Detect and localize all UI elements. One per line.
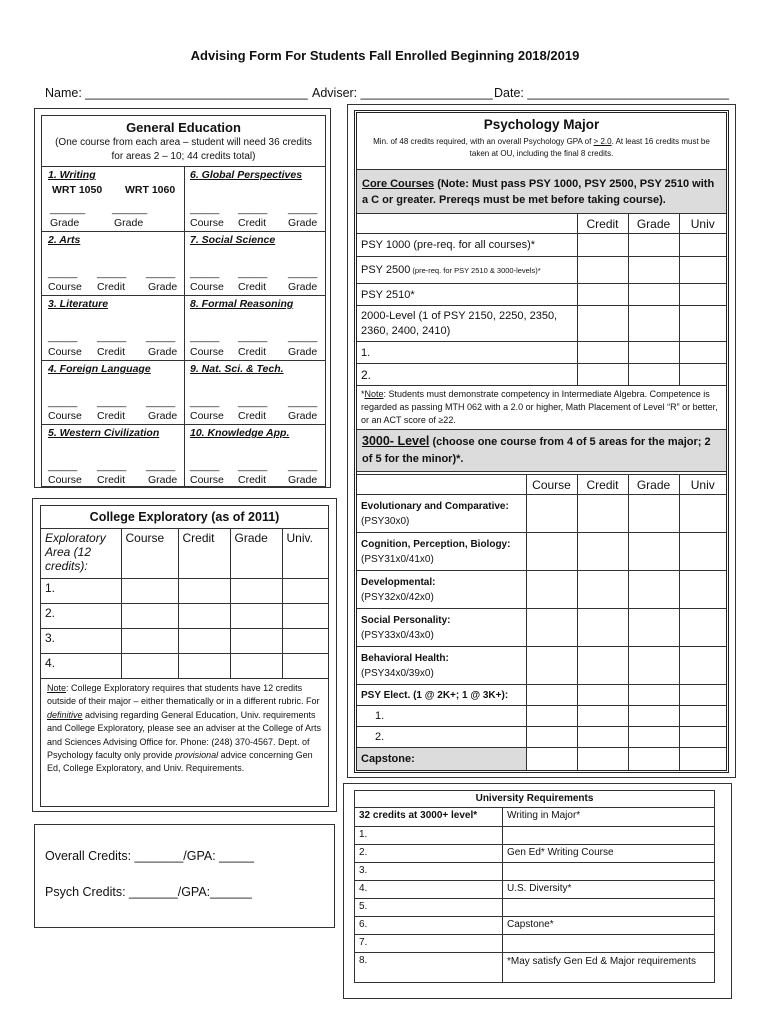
grade-label: Grade	[148, 281, 178, 293]
grade-cell[interactable]	[628, 306, 679, 342]
credit-label: Credit	[238, 217, 267, 229]
divider	[42, 295, 325, 296]
psych-major-box	[354, 110, 729, 773]
date-field[interactable]: Date: _____________________________	[494, 86, 729, 100]
credit-cell[interactable]	[577, 727, 628, 748]
psy-2500-row	[357, 257, 577, 284]
credit-cell[interactable]	[577, 609, 628, 647]
univ-cell[interactable]	[679, 748, 726, 770]
credit-cell[interactable]	[577, 234, 628, 257]
credit-blank[interactable]: _____	[97, 460, 127, 472]
credit-cell[interactable]	[178, 629, 230, 654]
grade-label: Grade	[288, 281, 318, 293]
psych-major-title: Psychology Major	[483, 117, 600, 132]
credit-label: Credit	[238, 410, 267, 422]
grade-label: Grade	[114, 217, 144, 229]
table-row	[355, 935, 715, 953]
exploratory-area-label: Exploratory Area (12 credits):	[41, 529, 121, 579]
univ-cell[interactable]	[679, 364, 726, 386]
row-number: 4.	[41, 654, 121, 679]
grade-cell[interactable]	[628, 234, 679, 257]
overall-credits-field[interactable]: Overall Credits: _______/GPA: _____	[45, 849, 254, 863]
univ-req-right-head: Writing in Major*	[503, 808, 715, 827]
area-foreign-language-label: 4. Foreign Language	[48, 363, 151, 375]
grade-blank[interactable]: _____	[288, 460, 318, 472]
credit-cell[interactable]	[577, 647, 628, 685]
area-code: (PSY33x0/43x0)	[361, 629, 434, 641]
level-3000-note: (choose one course from 4 of 5 areas for the major; 2 of 5 for the minor)*.	[362, 436, 711, 465]
course-cell[interactable]	[526, 727, 577, 748]
table-row	[355, 953, 715, 983]
univ-cell[interactable]	[679, 306, 726, 342]
course-cell[interactable]	[526, 571, 577, 609]
psych-major-outer	[347, 104, 736, 778]
table-row	[41, 604, 328, 629]
credit-cell[interactable]	[577, 495, 628, 533]
area-evolutionary	[357, 495, 526, 533]
area-social-science-label: 7. Social Science	[190, 234, 276, 246]
credit-blank[interactable]: _____	[97, 267, 127, 279]
credits-gpa-box	[34, 824, 335, 928]
table-row	[355, 827, 715, 845]
grade-blank[interactable]: ______	[50, 203, 86, 215]
requirement-cell[interactable]	[503, 899, 715, 917]
univ-cell[interactable]	[679, 234, 726, 257]
credit-blank[interactable]: _____	[238, 460, 268, 472]
col-univ: Univ	[679, 214, 726, 234]
univ-req-title: University Requirements	[355, 791, 715, 808]
univ-cell[interactable]	[282, 629, 328, 654]
course-label: Course	[190, 217, 224, 229]
divider	[42, 231, 325, 232]
grade-blank[interactable]: _____	[288, 267, 318, 279]
course-label: Course	[190, 474, 224, 486]
divider	[42, 424, 325, 425]
course-cell[interactable]	[121, 654, 178, 679]
course-cell[interactable]	[526, 495, 577, 533]
univ-req-outer	[343, 783, 732, 999]
area-global-perspectives-label: 6. Global Perspectives	[190, 169, 303, 181]
table-row	[357, 495, 726, 533]
2000-level-row: 2000-Level (1 of PSY 2150, 2250, 2350, 2360, 2400, 2410)	[357, 306, 577, 342]
grade-cell[interactable]	[628, 706, 679, 727]
credit-cell[interactable]	[178, 604, 230, 629]
course-cell[interactable]	[121, 629, 178, 654]
univ-cell[interactable]	[679, 609, 726, 647]
row-number: 3.	[41, 629, 121, 654]
requirement-cell[interactable]	[503, 935, 715, 953]
area-behavioral-health	[357, 647, 526, 685]
grade-cell[interactable]	[628, 727, 679, 748]
table-row	[357, 647, 726, 685]
area-name: Cognition, Perception, Biology:	[361, 538, 511, 550]
course-cell[interactable]	[526, 748, 577, 770]
divider	[184, 166, 185, 488]
core-blank-header	[357, 214, 577, 234]
psy-2510-row: PSY 2510*	[357, 284, 577, 306]
college-exploratory-note	[41, 679, 328, 779]
credit-cell[interactable]	[577, 257, 628, 284]
level-3000-table	[357, 474, 726, 770]
course-blank[interactable]: _____	[48, 267, 78, 279]
credit-cell[interactable]	[178, 579, 230, 604]
table-row	[355, 845, 715, 863]
requirement-cell[interactable]	[503, 863, 715, 881]
area-name: Behavioral Health:	[361, 652, 449, 664]
grade-blank[interactable]: _____	[288, 203, 318, 215]
gen-ed-box	[41, 115, 326, 487]
grade-cell[interactable]	[230, 629, 282, 654]
grade-blank[interactable]: _____	[146, 331, 176, 343]
table-row	[357, 257, 726, 284]
psy-2500-note: (pre-req. for PSY 2510 & 3000-levels)*	[410, 266, 541, 275]
note-text: : College Exploratory requires that students have 12 credits outside of their major – either thematically or in a different rubric. For	[47, 683, 320, 707]
univ-cell[interactable]	[679, 706, 726, 727]
gen-ed-subtitle-2: for areas 2 – 10; 44 credits total)	[111, 151, 256, 162]
requirement-cell[interactable]	[503, 827, 715, 845]
area-code: (PSY34x0/39x0)	[361, 667, 434, 679]
credit-label: Credit	[97, 346, 126, 358]
table-row	[357, 342, 726, 364]
course-label: Course	[48, 410, 82, 422]
course-blank[interactable]: _____	[48, 460, 78, 472]
col-univ: Univ	[679, 475, 726, 495]
table-row	[357, 706, 726, 727]
univ-cell[interactable]	[679, 685, 726, 706]
wrt-1050: WRT 1050	[52, 184, 103, 196]
form-title: Advising Form For Students Fall Enrolled Beginning 2018/2019	[190, 48, 580, 63]
col-univ: Univ.	[282, 529, 328, 579]
grade-blank[interactable]: _____	[146, 460, 176, 472]
table-row	[357, 609, 726, 647]
credit-cell[interactable]	[577, 306, 628, 342]
area-code: (PSY32x0/42x0)	[361, 591, 434, 603]
col-grade: Grade	[628, 214, 679, 234]
wrt-1060: WRT 1060	[125, 184, 176, 196]
univ-cell[interactable]	[679, 284, 726, 306]
course-label: Course	[48, 346, 82, 358]
course-blank[interactable]: _____	[190, 203, 220, 215]
gen-ed-outer-box	[34, 108, 331, 488]
course-cell[interactable]	[526, 533, 577, 571]
note-label: Note	[47, 683, 67, 693]
credit-label: Credit	[97, 281, 126, 293]
table-row	[355, 899, 715, 917]
credit-cell[interactable]	[577, 533, 628, 571]
credit-cell[interactable]	[577, 571, 628, 609]
row-number[interactable]: 5.	[355, 899, 503, 917]
grade-cell[interactable]	[628, 495, 679, 533]
area-literature-label: 3. Literature	[48, 298, 109, 310]
course-cell[interactable]	[121, 579, 178, 604]
row-number: 2.	[357, 727, 526, 748]
grade-label: Grade	[148, 474, 178, 486]
row-number: 1.	[357, 706, 526, 727]
col-grade: Grade	[230, 529, 282, 579]
course-cell[interactable]	[526, 706, 577, 727]
requirement-cell[interactable]: *May satisfy Gen Ed & Major requirements	[503, 953, 715, 983]
course-blank[interactable]: _____	[190, 396, 220, 408]
row-number[interactable]: 8.	[355, 953, 503, 983]
grade-cell[interactable]	[628, 571, 679, 609]
college-exploratory-inner	[40, 505, 329, 807]
adviser-field[interactable]: Adviser: ___________________	[312, 86, 493, 100]
capstone-label: Capstone:	[357, 748, 526, 770]
univ-cell[interactable]	[679, 571, 726, 609]
table-row	[357, 727, 726, 748]
credit-blank[interactable]: _____	[238, 267, 268, 279]
grade-cell[interactable]	[628, 685, 679, 706]
psy-2500-label: PSY 2500	[361, 264, 411, 276]
grade-cell[interactable]	[230, 654, 282, 679]
level-3000-label: 3000- Level	[362, 434, 430, 448]
subtitle-text: Min. of 48 credits required, with an overall Psychology GPA of	[373, 137, 594, 146]
credit-cell[interactable]	[577, 364, 628, 386]
psy-elect-label: PSY Elect. (1 @ 2K+; 1 @ 3K+):	[357, 685, 526, 706]
col-course: Course	[526, 475, 577, 495]
psych-credits-field[interactable]: Psych Credits: _______/GPA:______	[45, 885, 252, 899]
univ-cell[interactable]	[282, 604, 328, 629]
subtitle-text: . At least 16 credits must be taken at OU, including the final 8 credits.	[469, 137, 710, 158]
row-number[interactable]: 7.	[355, 935, 503, 953]
area-knowledge-app-label: 10. Knowledge App.	[190, 427, 290, 439]
requirement-cell[interactable]: Capstone*	[503, 917, 715, 935]
core-courses-header	[357, 170, 726, 214]
row-number[interactable]: 2.	[355, 845, 503, 863]
credit-blank[interactable]: _____	[238, 396, 268, 408]
table-row	[357, 306, 726, 342]
row-number[interactable]: 6.	[355, 917, 503, 935]
univ-cell[interactable]	[679, 495, 726, 533]
col-credit: Credit	[577, 475, 628, 495]
univ-cell[interactable]	[679, 533, 726, 571]
row-number[interactable]: 1.	[355, 827, 503, 845]
grade-label: Grade	[50, 217, 80, 229]
grade-blank[interactable]: _____	[288, 396, 318, 408]
core-note: (Note: Must pass PSY 1000, PSY 2500, PSY 2510 with a C or greater. Prereqs must be met before taking course).	[362, 177, 715, 206]
credit-cell[interactable]	[577, 284, 628, 306]
credit-blank[interactable]: _____	[238, 203, 268, 215]
college-exploratory-box	[32, 498, 337, 812]
area-code: (PSY30x0)	[361, 515, 410, 527]
name-field[interactable]: Name: ________________________________	[45, 86, 308, 100]
grade-cell[interactable]	[628, 609, 679, 647]
area-code: (PSY31x0/41x0)	[361, 553, 434, 565]
area-developmental	[357, 571, 526, 609]
credit-cell[interactable]	[577, 706, 628, 727]
grade-cell[interactable]	[628, 533, 679, 571]
col-course: Course	[121, 529, 178, 579]
algebra-note: *Note: Students must demonstrate competency in Intermediate Algebra. Competence is regarded as passing MTH 062 with a 2.0 or higher, Math Placement of Level “R” or better, or an ACT score of ≥22.	[357, 386, 726, 430]
course-label: Course	[190, 410, 224, 422]
credit-cell[interactable]	[577, 685, 628, 706]
area-social-personality	[357, 609, 526, 647]
univ-req-left-head: 32 credits at 3000+ level*	[355, 808, 503, 827]
table-row	[357, 748, 726, 770]
table-row	[355, 863, 715, 881]
credit-label: Credit	[238, 474, 267, 486]
grade-cell[interactable]	[230, 579, 282, 604]
grade-blank[interactable]: ______	[112, 203, 148, 215]
table-row	[357, 364, 726, 386]
univ-cell[interactable]	[679, 647, 726, 685]
grade-cell[interactable]	[628, 257, 679, 284]
credit-cell[interactable]	[577, 748, 628, 770]
course-cell[interactable]	[121, 604, 178, 629]
row-number[interactable]: 3.	[355, 863, 503, 881]
area-nat-sci-label: 9. Nat. Sci. & Tech.	[190, 363, 284, 375]
divider	[42, 360, 325, 361]
credit-label: Credit	[238, 346, 267, 358]
grade-blank[interactable]: _____	[288, 331, 318, 343]
table-row	[41, 629, 328, 654]
table-row	[357, 284, 726, 306]
college-exploratory-table	[41, 506, 328, 679]
univ-cell[interactable]	[679, 257, 726, 284]
area-formal-reasoning-label: 8. Formal Reasoning	[190, 298, 294, 310]
course-label: Course	[190, 281, 224, 293]
area-western-civ-label: 5. Western Civilization	[48, 427, 160, 439]
col-credit: Credit	[577, 214, 628, 234]
level-3000-header	[357, 430, 726, 472]
univ-cell[interactable]	[282, 654, 328, 679]
course-label: Course	[48, 281, 82, 293]
note-text: advice concerning Gen Ed, College Exploratory, and Univ. Requirements.	[47, 750, 313, 774]
credit-cell[interactable]	[178, 654, 230, 679]
row-number[interactable]: 4.	[355, 881, 503, 899]
course-label: Course	[48, 474, 82, 486]
course-blank[interactable]: _____	[190, 460, 220, 472]
course-blank[interactable]: _____	[48, 331, 78, 343]
credit-cell[interactable]	[577, 342, 628, 364]
credit-label: Credit	[238, 281, 267, 293]
table-row	[41, 654, 328, 679]
gen-ed-subtitle-1: (One course from each area – student will need 36 credits	[55, 137, 312, 148]
area-arts-label: 2. Arts	[48, 234, 81, 246]
course-cell[interactable]	[526, 609, 577, 647]
core-courses-table	[357, 169, 726, 472]
grade-cell[interactable]	[230, 604, 282, 629]
credit-blank[interactable]: _____	[97, 331, 127, 343]
row-number: 2.	[357, 364, 577, 386]
course-blank[interactable]: _____	[190, 267, 220, 279]
area-name: Social Personality:	[361, 614, 451, 626]
psy-1000-row: PSY 1000 (pre-req. for all courses)*	[357, 234, 577, 257]
table-row	[355, 917, 715, 935]
table-row	[41, 579, 328, 604]
grade-blank[interactable]: _____	[146, 396, 176, 408]
core-label: Core Courses	[362, 177, 435, 190]
univ-req-table	[354, 790, 715, 983]
area-cognition	[357, 533, 526, 571]
table-row	[357, 571, 726, 609]
univ-cell[interactable]	[282, 579, 328, 604]
credit-label: Credit	[97, 474, 126, 486]
note-provisional: provisional	[175, 750, 219, 761]
table-row	[357, 234, 726, 257]
grade-blank[interactable]: _____	[146, 267, 176, 279]
course-blank[interactable]: _____	[48, 396, 78, 408]
grade-cell[interactable]	[628, 342, 679, 364]
row-number: 1.	[357, 342, 577, 364]
note-text: advising regarding General Education, Univ. requirements and College Exploratory, please see an adviser at the College of Arts and Sciences Advising Office for. Phone: (248) 370-4567. Dept. of Psychology faculty only provide	[47, 709, 321, 761]
table-row	[357, 533, 726, 571]
table-row	[355, 881, 715, 899]
credit-label: Credit	[97, 410, 126, 422]
grade-label: Grade	[288, 410, 318, 422]
course-blank[interactable]: _____	[190, 331, 220, 343]
credit-blank[interactable]: _____	[238, 331, 268, 343]
algebra-note-label: Note	[364, 389, 384, 399]
credit-blank[interactable]: _____	[97, 396, 127, 408]
col-credit: Credit	[178, 529, 230, 579]
grade-cell[interactable]	[628, 364, 679, 386]
requirement-cell[interactable]: Gen Ed* Writing Course	[503, 845, 715, 863]
grade-label: Grade	[288, 474, 318, 486]
area-name: Developmental:	[361, 576, 436, 588]
course-cell[interactable]	[526, 685, 577, 706]
algebra-note-text: : Students must demonstrate competency in Intermediate Algebra. Competence is regarded as passing MTH 062 with a 2.0 or higher, Math Placement of Level “R” or better, or an ACT score of ≥22.	[361, 389, 718, 425]
gen-ed-title: General Education	[126, 120, 241, 135]
univ-cell[interactable]	[679, 342, 726, 364]
requirement-cell[interactable]: U.S. Diversity*	[503, 881, 715, 899]
row-number: 2.	[41, 604, 121, 629]
grade-cell[interactable]	[628, 647, 679, 685]
psych-major-subtitle	[369, 136, 714, 160]
grade-label: Grade	[148, 346, 178, 358]
grade-cell[interactable]	[628, 748, 679, 770]
univ-cell[interactable]	[679, 727, 726, 748]
level-blank-header	[357, 475, 526, 495]
course-label: Course	[190, 346, 224, 358]
subtitle-gpa: > 2.0	[593, 137, 612, 146]
table-row	[357, 685, 726, 706]
note-definitive: definitive	[47, 709, 83, 720]
college-exploratory-title: College Exploratory (as of 2011)	[41, 506, 328, 529]
area-writing-label: 1. Writing	[48, 169, 96, 181]
grade-label: Grade	[288, 346, 318, 358]
grade-label: Grade	[288, 217, 318, 229]
col-grade: Grade	[628, 475, 679, 495]
row-number: 1.	[41, 579, 121, 604]
grade-cell[interactable]	[628, 284, 679, 306]
grade-label: Grade	[148, 410, 178, 422]
area-name: Evolutionary and Comparative:	[361, 500, 509, 512]
course-cell[interactable]	[526, 647, 577, 685]
